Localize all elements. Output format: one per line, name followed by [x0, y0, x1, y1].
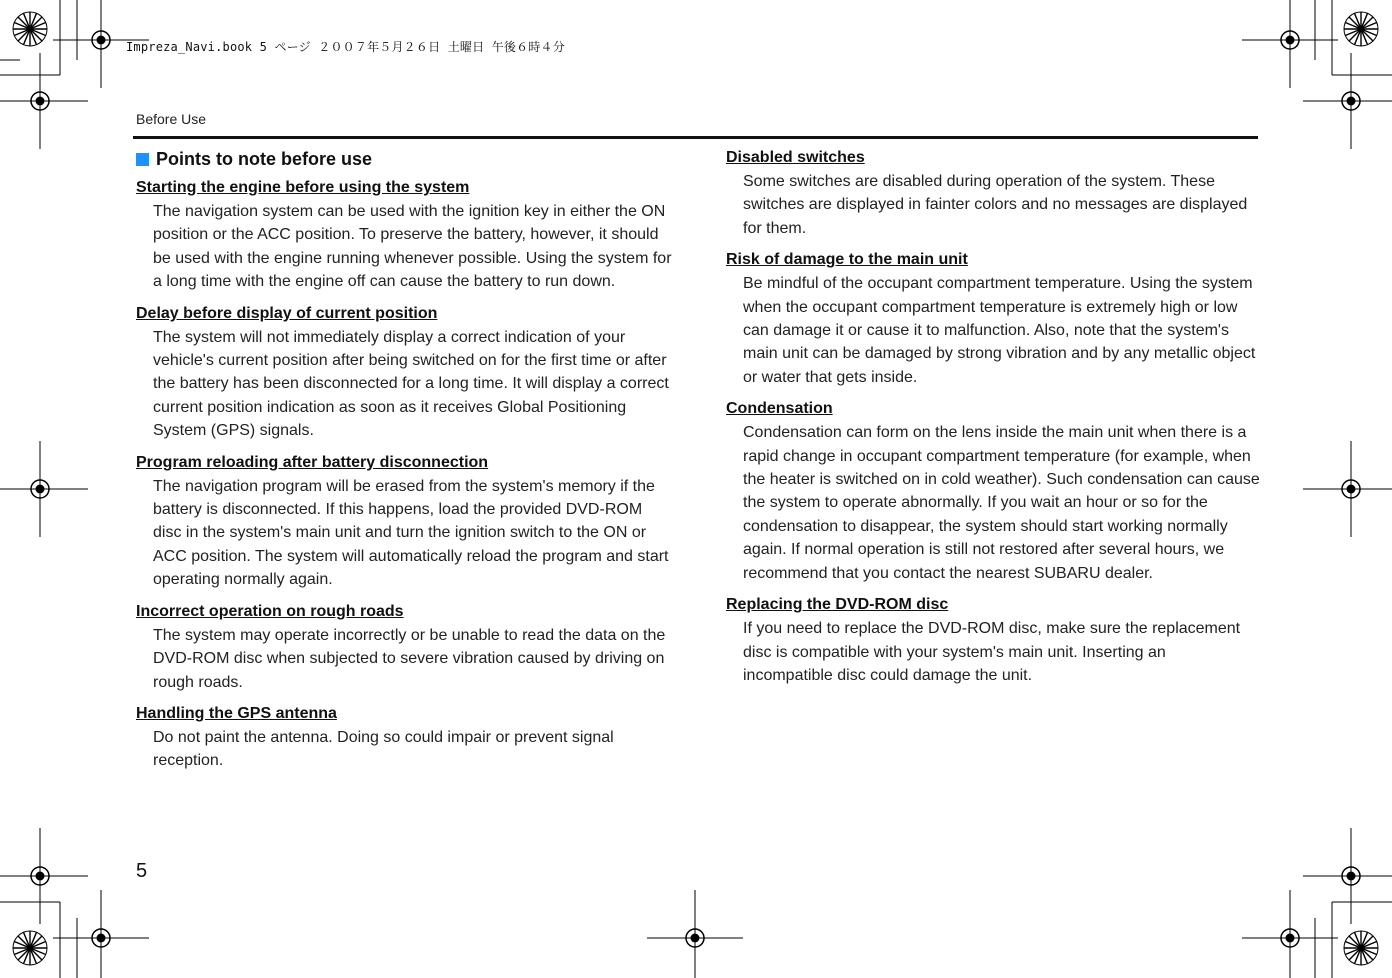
topic-title: Incorrect operation on rough roads — [136, 602, 404, 620]
topic-section — [136, 601, 672, 694]
topic-body: Some switches are disabled during operation of the system. These switches are displayed in fainter colors and no messages are displayed for them. — [743, 173, 1248, 237]
topic-body: The navigation system can be used with the ignition key in either the ON position or the ACC position. To preserve the battery, however, it should be used with the engine running whenever possible. Using the system for a long time with the engine off can cause the battery to run down. — [153, 203, 672, 291]
topic-title: Risk of damage to the main unit — [726, 251, 968, 269]
section-label: Before Use — [136, 111, 207, 127]
topic-body: If you need to replace the DVD-ROM disc, make sure the replacement disc is compatible with your system's main unit. Inserting an incompatible disc could damage the unit. — [743, 620, 1241, 684]
blue-square-bullet-icon — [136, 153, 149, 166]
right-column — [726, 147, 1260, 696]
topic-body: The navigation program will be erased from the system's memory if the battery is disconnected. If this happens, load the provided DVD-ROM disc in the system's main unit and turn the ignition switch to the ON or ACC position. The system will automatically reload the program and start operating normally again. — [153, 477, 669, 589]
print-slug-header: Impreza_Navi.book 5 ページ ２００７年５月２６日 土曜日 午後６時４分 — [126, 40, 565, 54]
main-heading-text: Points to note before use — [156, 148, 373, 169]
page-number: 5 — [136, 860, 148, 882]
topic-title: Disabled switches — [726, 149, 865, 166]
topic-body: Condensation can form on the lens inside the main unit when there is a rapid change in occupant compartment temperature (for example, when the heater is switched on in cold weather). Such condensation can cause the system to operate abnormally. If you wait an hour or so for the condensation to disappear, the system should start working normally again. If normal operation is still not restored after several hours, we recommend that you contact the nearest SUBARU dealer. — [743, 424, 1260, 582]
topic-title: Replacing the DVD-ROM disc — [726, 596, 949, 614]
topic-body: The system may operate incorrectly or be unable to read the data on the DVD-ROM disc when subjected to severe vibration caused by driving on rough roads. — [153, 626, 666, 691]
topic-section — [726, 594, 1260, 687]
topic-title: Handling the GPS antenna — [136, 704, 337, 722]
topic-section — [726, 398, 1260, 585]
topic-title: Starting the engine before using the system — [136, 179, 470, 196]
topic-section — [136, 177, 672, 294]
topic-title: Condensation — [726, 400, 833, 418]
topic-section — [726, 249, 1260, 389]
header-rule — [133, 136, 1258, 139]
topic-section — [136, 452, 672, 592]
topic-body: The system will not immediately display a correct indication of your vehicle's current position after being switched on for the first time or after the battery has been disconnected for a long time. It will display a correct current position indication as soon as it receives Global Positioning System (GPS) signals. — [153, 328, 669, 440]
main-heading — [136, 147, 672, 171]
topic-section — [136, 303, 672, 443]
topic-body: Be mindful of the occupant compartment temperature. Using the system when the occupant compartment temperature is extremely high or low can damage it or cause it to malfunction. Also, note that the system's main unit can be damaged by strong vibration and by any metallic object or water that gets inside. — [743, 275, 1256, 386]
topic-title: Delay before display of current position — [136, 304, 438, 322]
topic-title: Program reloading after battery disconnection — [136, 453, 489, 471]
topic-body: Do not paint the antenna. Doing so could impair or prevent signal reception. — [153, 728, 614, 770]
topic-section — [136, 703, 672, 773]
topic-section — [726, 147, 1260, 240]
left-column — [136, 147, 672, 782]
